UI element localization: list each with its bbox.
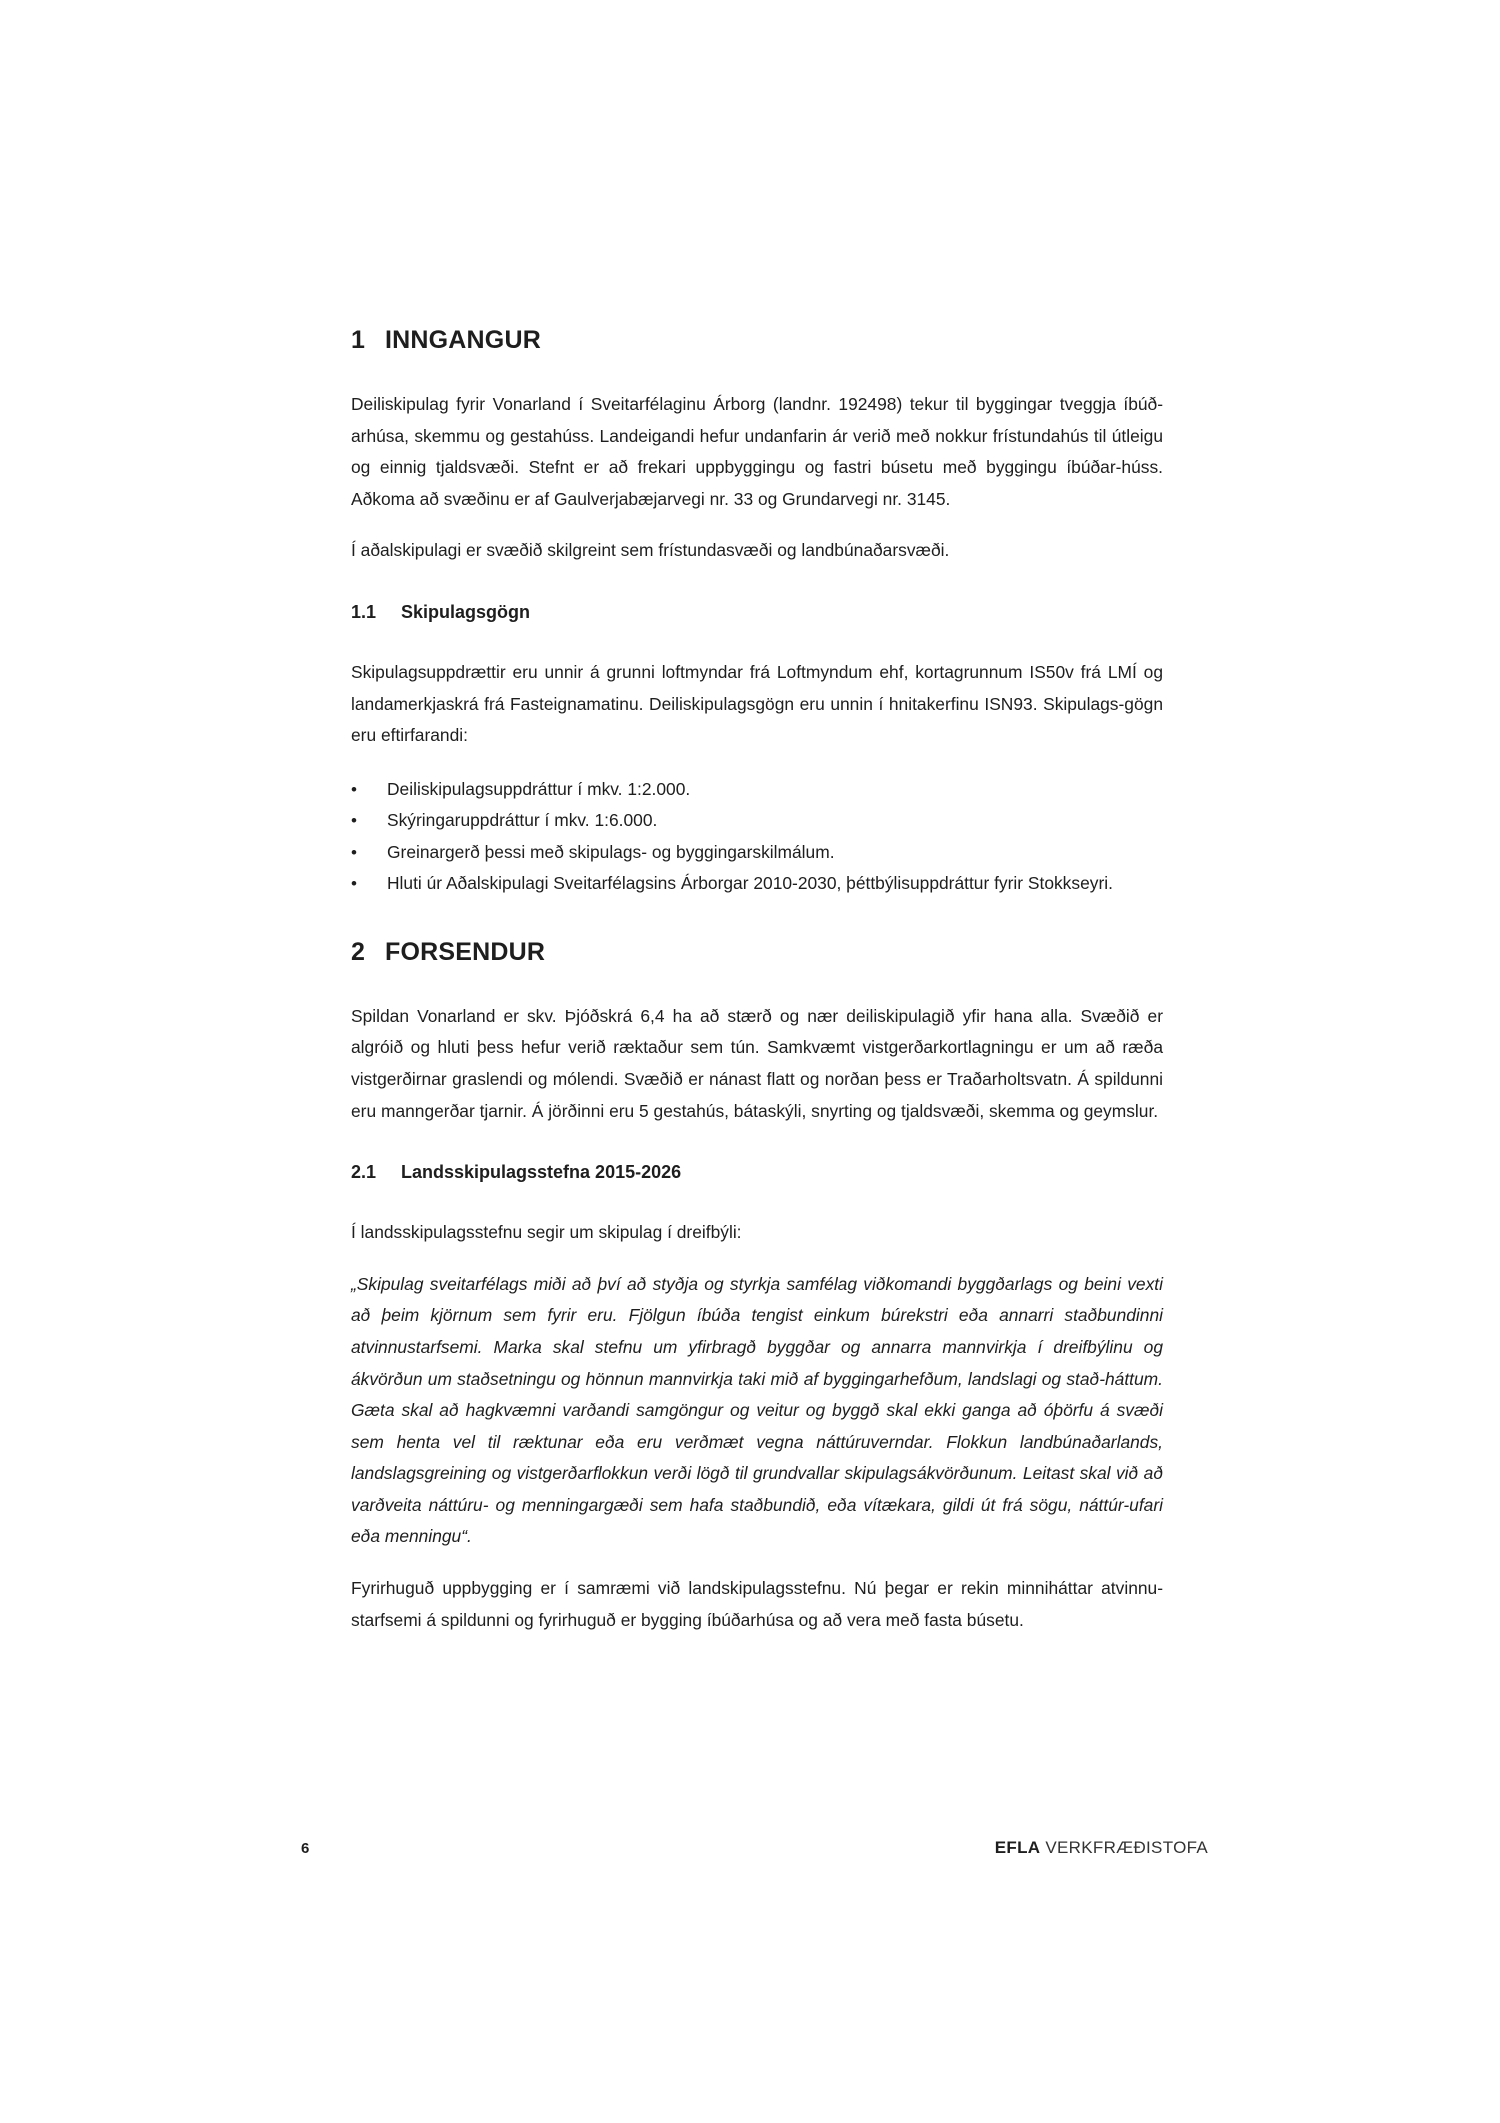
bullet-icon: •: [351, 842, 357, 862]
section-title: FORSENDUR: [385, 937, 546, 966]
paragraph-intro: Deiliskipulag fyrir Vonarland í Sveitarfélaginu Árborg (landnr. 192498) tekur til byggingar tveggja íbúð-arhúsa, skemmu og gestahúss. Landeigandi hefur undanfarin ár verið með nokkur frístundahús til útleigu og einnig tjaldsvæði. Stefnt er að frekari uppbyggingu og fastri búsetu með byggingu íbúðar-húss. Aðkoma að svæðinu er af Gaulverjabæjarvegi nr. 33 og Grundarvegi nr. 3145.: [351, 394, 1163, 509]
footer-brand-logo: [995, 1838, 1208, 1858]
subsection-title: Skipulagsgögn: [401, 601, 531, 622]
paragraph-quote: „Skipulag sveitarfélags miði að því að styðja og styrkja samfélag viðkomandi byggðarlags og beini vexti að þeim kjörnum sem fyrir eru. Fjölgun íbúða tengist einkum búrekstri eða annarri staðbundinni atvinnustarfsemi. Marka skal stefnu um yfirbragð byggðar og annarra mannvirkja í dreifbýlinu og ákvörðun um staðsetningu og hönnun mannvirkja taki mið af byggingarhefðum, landslagi og stað-háttum. Gæta skal að hagkvæmni varðandi samgöngur og veitur og byggð skal ekki ganga að óþörfu á svæði sem henta vel til ræktunar eða eru verðmæt vegna náttúruverndar. Flokkun landbúnaðarlands, landslagsgreining og vistgerðarflokkun verði lögð til grundvallar skipulagsákvörðunum. Leitast skal við að varðveita náttúru- og menningargæði sem hafa staðbundið, eða vítækara, gildi út frá sögu, náttúr-ufari eða menningu“.: [351, 1273, 1163, 1547]
section-number: 2: [351, 937, 366, 966]
list-item: • Skýringaruppdráttur í mkv. 1:6.000.: [351, 805, 1163, 837]
paragraph-forsendur: Spildan Vonarland er skv. Þjóðskrá 6,4 ha að stærð og nær deiliskipulagið yfir hana alla. Svæðið er algróið og hluti þess hefur verið ræktaður sem tún. Samkvæmt vistgerðarkortlagningu er um að ræða vistgerðirnar graslendi og mólendi. Svæðið er nánast flatt og norðan þess er Traðarholtsvatn. Á spildunni eru manngerðar tjarnir. Á jörðinni eru 5 gestahús, bátaskýli, snyrting og tjaldsvæði, skemma og geymslur.: [351, 1005, 1163, 1121]
page-number: 6: [301, 1840, 310, 1857]
brand-light: VERKFRÆÐISTOFA: [1045, 1838, 1208, 1857]
brand-bold: EFLA: [994, 1838, 1041, 1857]
paragraph-closing: Fyrirhuguð uppbygging er í samræmi við landskipulagsstefnu. Nú þegar er rekin minniháttar atvinnu-starfsemi á spildunni og fyrirhuguð er bygging íbúðarhúsa og að vera með fasta búsetu.: [351, 1578, 1163, 1630]
subsection-heading-landsskipulagsstefna: [351, 1162, 1163, 1183]
subsection-number: 2.1: [351, 1162, 377, 1183]
paragraph-aðalskipulag: Í aðalskipulagi er svæðið skilgreint sem frístundasvæði og landbúnaðarsvæði.: [351, 540, 950, 561]
page-content: [351, 326, 1163, 1636]
document-list: [351, 774, 1163, 900]
bullet-icon: •: [351, 811, 357, 831]
list-item: • Greinargerð þessi með skipulags- og byggingarskilmálum.: [351, 837, 1163, 869]
subsection-heading-skipulagsgogn: [351, 602, 1163, 623]
paragraph-skipulagsgogn: Skipulagsuppdrættir eru unnir á grunni loftmyndar frá Loftmyndum ehf, kortagrunnum IS50v frá LMÍ og landamerkjaskrá frá Fasteignamatinu. Deiliskipulagsgögn eru unnin í hnitakerfinu ISN93. Skipulags-gögn eru eftirfarandi:: [351, 661, 1163, 746]
list-item: • Deiliskipulagsuppdráttur í mkv. 1:2.000.: [351, 774, 1163, 806]
subsection-number: 1.1: [351, 601, 377, 622]
section-heading-forsendur: [351, 938, 1163, 967]
subsection-title: Landsskipulagsstefna 2015-2026: [401, 1162, 682, 1183]
bullet-icon: •: [351, 874, 357, 894]
section-title: INNGANGUR: [385, 326, 541, 354]
bullet-icon: •: [351, 779, 357, 799]
section-number: 1: [351, 326, 366, 354]
section-heading-inngangur: [351, 326, 1163, 355]
list-item: • Hluti úr Aðalskipulagi Sveitarfélagsins Árborgar 2010-2030, þéttbýlisuppdráttur fyrir Stokkseyri.: [351, 868, 1163, 900]
paragraph-landsskipulag-intro: Í landsskipulagsstefnu segir um skipulag í dreifbýli:: [351, 1222, 742, 1243]
